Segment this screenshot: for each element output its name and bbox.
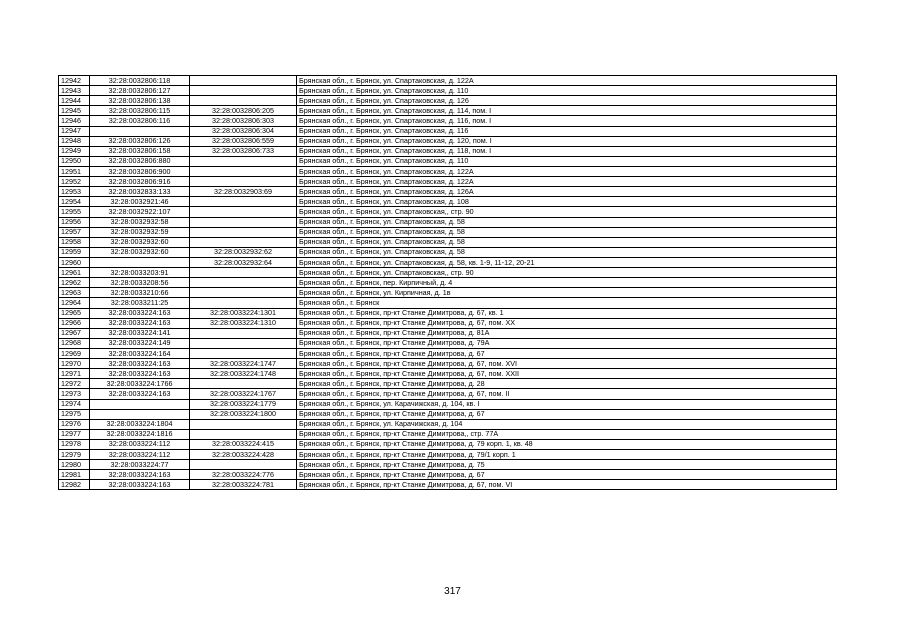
cadastral-number-cell: 32:28:0033224:163 — [90, 318, 190, 328]
cadastral-number-cell: 32:28:0032833:133 — [90, 187, 190, 197]
related-cadastral-number-cell: 32:28:0033224:781 — [190, 480, 297, 490]
related-cadastral-number-cell — [190, 278, 297, 288]
address-cell: Брянская обл., г. Брянск, пр-кт Станке Димитрова, д. 79/1 корп. 1 — [297, 450, 837, 460]
related-cadastral-number-cell: 32:28:0033224:1310 — [190, 318, 297, 328]
address-cell: Брянская обл., г. Брянск, ул. Спартаковская, д. 126А — [297, 187, 837, 197]
related-cadastral-number-cell — [190, 328, 297, 338]
cadastral-number-cell: 32:28:0032806:118 — [90, 76, 190, 86]
related-cadastral-number-cell — [190, 197, 297, 207]
cadastral-number-cell: 32:28:0032806:138 — [90, 96, 190, 106]
cadastral-number-cell: 32:28:0033211:25 — [90, 298, 190, 308]
address-cell: Брянская обл., г. Брянск, пр-кт Станке Димитрова, д. 67, кв. 1 — [297, 308, 837, 318]
row-number-cell: 12971 — [59, 369, 90, 379]
address-cell: Брянская обл., г. Брянск, ул. Спартаковская, д. 122А — [297, 166, 837, 176]
table-row — [59, 116, 837, 126]
address-cell: Брянская обл., г. Брянск, ул. Спартаковская, д. 116 — [297, 126, 837, 136]
cadastral-number-cell: 32:28:0033224:163 — [90, 389, 190, 399]
related-cadastral-number-cell — [190, 76, 297, 86]
table-row — [59, 439, 837, 449]
row-number-cell: 12975 — [59, 409, 90, 419]
table-row — [59, 156, 837, 166]
row-number-cell: 12962 — [59, 278, 90, 288]
related-cadastral-number-cell: 32:28:0032806:205 — [190, 106, 297, 116]
address-cell: Брянская обл., г. Брянск — [297, 298, 837, 308]
row-number-cell: 12980 — [59, 460, 90, 470]
table-row — [59, 126, 837, 136]
address-cell: Брянская обл., г. Брянск, ул. Карачижская, д. 104, кв. I — [297, 399, 837, 409]
row-number-cell: 12958 — [59, 237, 90, 247]
cadastral-number-cell: 32:28:0033224:163 — [90, 470, 190, 480]
address-cell: Брянская обл., г. Брянск, ул. Спартаковская, д. 58, кв. 1-9, 11-12, 20-21 — [297, 257, 837, 267]
related-cadastral-number-cell: 32:28:0033224:1747 — [190, 359, 297, 369]
related-cadastral-number-cell — [190, 379, 297, 389]
related-cadastral-number-cell — [190, 217, 297, 227]
related-cadastral-number-cell — [190, 298, 297, 308]
table-row — [59, 348, 837, 358]
table-row — [59, 480, 837, 490]
table-row — [59, 278, 837, 288]
table-row — [59, 450, 837, 460]
row-number-cell: 12961 — [59, 268, 90, 278]
related-cadastral-number-cell: 32:28:0033224:1301 — [190, 308, 297, 318]
address-cell: Брянская обл., г. Брянск, ул. Спартаковская, д. 116, пом. I — [297, 116, 837, 126]
address-cell: Брянская обл., г. Брянск, ул. Кирпичная, д. 1в — [297, 288, 837, 298]
related-cadastral-number-cell — [190, 86, 297, 96]
table-row — [59, 338, 837, 348]
table-row — [59, 389, 837, 399]
cadastral-number-cell: 32:28:0032806:127 — [90, 86, 190, 96]
related-cadastral-number-cell: 32:28:0032806:733 — [190, 146, 297, 156]
cadastral-number-cell: 32:28:0033224:163 — [90, 308, 190, 318]
row-number-cell: 12966 — [59, 318, 90, 328]
table-row — [59, 136, 837, 146]
table-row — [59, 257, 837, 267]
row-number-cell: 12945 — [59, 106, 90, 116]
row-number-cell: 12956 — [59, 217, 90, 227]
related-cadastral-number-cell: 32:28:0033224:1767 — [190, 389, 297, 399]
table-row — [59, 177, 837, 187]
related-cadastral-number-cell: 32:28:0033224:415 — [190, 439, 297, 449]
table-row — [59, 247, 837, 257]
address-cell: Брянская обл., г. Брянск, пр-кт Станке Димитрова, д. 67, пом. XXII — [297, 369, 837, 379]
row-number-cell: 12972 — [59, 379, 90, 389]
table-row — [59, 369, 837, 379]
cadastral-number-cell: 32:28:0032806:115 — [90, 106, 190, 116]
cadastral-number-cell: 32:28:0032932:58 — [90, 217, 190, 227]
related-cadastral-number-cell — [190, 207, 297, 217]
address-cell: Брянская обл., г. Брянск, ул. Спартаковская, д. 122А — [297, 76, 837, 86]
address-cell: Брянская обл., г. Брянск, пр-кт Станке Димитрова, д. 67, пом. II — [297, 389, 837, 399]
cadastral-number-cell: 32:28:0033224:77 — [90, 460, 190, 470]
table-row — [59, 399, 837, 409]
page-number: 317 — [444, 586, 461, 597]
address-cell: Брянская обл., г. Брянск, ул. Спартаковская, д. 118, пом. I — [297, 146, 837, 156]
cadastral-number-cell: 32:28:0033224:149 — [90, 338, 190, 348]
related-cadastral-number-cell: 32:28:0033224:776 — [190, 470, 297, 480]
related-cadastral-number-cell — [190, 429, 297, 439]
row-number-cell: 12955 — [59, 207, 90, 217]
address-cell: Брянская обл., г. Брянск, пр-кт Станке Димитрова, д. 67, пом. XX — [297, 318, 837, 328]
row-number-cell: 12970 — [59, 359, 90, 369]
row-number-cell: 12942 — [59, 76, 90, 86]
cadastral-number-cell: 32:28:0033224:164 — [90, 348, 190, 358]
row-number-cell: 12963 — [59, 288, 90, 298]
related-cadastral-number-cell — [190, 338, 297, 348]
related-cadastral-number-cell — [190, 268, 297, 278]
related-cadastral-number-cell: 32:28:0032806:304 — [190, 126, 297, 136]
row-number-cell: 12944 — [59, 96, 90, 106]
row-number-cell: 12969 — [59, 348, 90, 358]
cadastral-number-cell: 32:28:0033224:163 — [90, 359, 190, 369]
row-number-cell: 12952 — [59, 177, 90, 187]
table-row — [59, 409, 837, 419]
table-row — [59, 288, 837, 298]
address-cell: Брянская обл., г. Брянск, ул. Спартаковская, д. 108 — [297, 197, 837, 207]
related-cadastral-number-cell: 32:28:0033224:1748 — [190, 369, 297, 379]
related-cadastral-number-cell — [190, 96, 297, 106]
cadastral-number-cell: 32:28:0033224:1804 — [90, 419, 190, 429]
table-row — [59, 328, 837, 338]
address-cell: Брянская обл., г. Брянск, пр-кт Станке Димитрова, д. 67 — [297, 348, 837, 358]
address-cell: Брянская обл., г. Брянск, ул. Спартаковская, д. 126 — [297, 96, 837, 106]
cadastral-number-cell: 32:28:0032921:46 — [90, 197, 190, 207]
row-number-cell: 12948 — [59, 136, 90, 146]
address-cell: Брянская обл., г. Брянск, пр-кт Станке Димитрова, д. 67 — [297, 409, 837, 419]
row-number-cell: 12979 — [59, 450, 90, 460]
address-cell: Брянская обл., г. Брянск, ул. Спартаковская, д. 114, пом. I — [297, 106, 837, 116]
table-row — [59, 96, 837, 106]
row-number-cell: 12953 — [59, 187, 90, 197]
related-cadastral-number-cell — [190, 419, 297, 429]
table-row — [59, 429, 837, 439]
table-row — [59, 470, 837, 480]
address-cell: Брянская обл., г. Брянск, пр-кт Станке Димитрова, д. 75 — [297, 460, 837, 470]
cadastral-number-cell: 32:28:0032932:60 — [90, 247, 190, 257]
cadastral-number-cell: 32:28:0032806:116 — [90, 116, 190, 126]
table-row — [59, 197, 837, 207]
cadastral-number-cell: 32:28:0033224:141 — [90, 328, 190, 338]
row-number-cell: 12982 — [59, 480, 90, 490]
cadastral-number-cell — [90, 126, 190, 136]
related-cadastral-number-cell: 32:28:0032806:559 — [190, 136, 297, 146]
address-cell: Брянская обл., г. Брянск, ул. Спартаковская, д. 122А — [297, 177, 837, 187]
address-cell: Брянская обл., г. Брянск, ул. Карачижская, д. 104 — [297, 419, 837, 429]
cadastral-number-cell: 32:28:0032932:60 — [90, 237, 190, 247]
table-row — [59, 379, 837, 389]
related-cadastral-number-cell — [190, 288, 297, 298]
table-row — [59, 86, 837, 96]
row-number-cell: 12949 — [59, 146, 90, 156]
row-number-cell: 12976 — [59, 419, 90, 429]
table-row — [59, 460, 837, 470]
address-cell: Брянская обл., г. Брянск, ул. Спартаковская, д. 110 — [297, 156, 837, 166]
row-number-cell: 12981 — [59, 470, 90, 480]
table-row — [59, 227, 837, 237]
cadastral-number-cell: 32:28:0032806:900 — [90, 166, 190, 176]
related-cadastral-number-cell: 32:28:0033224:428 — [190, 450, 297, 460]
related-cadastral-number-cell: 32:28:0032932:62 — [190, 247, 297, 257]
row-number-cell: 12964 — [59, 298, 90, 308]
cadastral-number-cell: 32:28:0032806:158 — [90, 146, 190, 156]
table-row — [59, 359, 837, 369]
row-number-cell: 12959 — [59, 247, 90, 257]
related-cadastral-number-cell: 32:28:0033224:1800 — [190, 409, 297, 419]
row-number-cell: 12951 — [59, 166, 90, 176]
table-row — [59, 298, 837, 308]
address-cell: Брянская обл., г. Брянск, ул. Спартаковская, д. 120, пом. I — [297, 136, 837, 146]
related-cadastral-number-cell — [190, 156, 297, 166]
table-row — [59, 308, 837, 318]
row-number-cell: 12954 — [59, 197, 90, 207]
cadastral-number-cell: 32:28:0032932:59 — [90, 227, 190, 237]
cadastral-number-cell: 32:28:0033224:112 — [90, 439, 190, 449]
table-row — [59, 237, 837, 247]
address-cell: Брянская обл., г. Брянск, пр-кт Станке Димитрова, д. 67, пом. XVI — [297, 359, 837, 369]
row-number-cell: 12967 — [59, 328, 90, 338]
address-cell: Брянская обл., г. Брянск, пер. Кирпичный, д. 4 — [297, 278, 837, 288]
table-row — [59, 419, 837, 429]
address-cell: Брянская обл., г. Брянск, ул. Спартаковская, д. 58 — [297, 247, 837, 257]
row-number-cell: 12977 — [59, 429, 90, 439]
related-cadastral-number-cell: 32:28:0032806:303 — [190, 116, 297, 126]
cadastral-number-cell: 32:28:0033208:56 — [90, 278, 190, 288]
row-number-cell: 12950 — [59, 156, 90, 166]
table-body — [59, 76, 837, 490]
address-cell: Брянская обл., г. Брянск, ул. Спартаковская, д. 58 — [297, 237, 837, 247]
cadastral-number-cell — [90, 257, 190, 267]
row-number-cell: 12957 — [59, 227, 90, 237]
related-cadastral-number-cell: 32:28:0032903:69 — [190, 187, 297, 197]
table-row — [59, 187, 837, 197]
row-number-cell: 12968 — [59, 338, 90, 348]
address-cell: Брянская обл., г. Брянск, пр-кт Станке Димитрова, д. 79 корп. 1, кв. 48 — [297, 439, 837, 449]
cadastral-number-cell: 32:28:0033224:112 — [90, 450, 190, 460]
cadastral-number-cell: 32:28:0033210:66 — [90, 288, 190, 298]
table-row — [59, 146, 837, 156]
row-number-cell: 12978 — [59, 439, 90, 449]
related-cadastral-number-cell — [190, 166, 297, 176]
related-cadastral-number-cell — [190, 460, 297, 470]
row-number-cell: 12960 — [59, 257, 90, 267]
address-cell: Брянская обл., г. Брянск, ул. Спартаковская,, стр. 90 — [297, 207, 837, 217]
address-cell: Брянская обл., г. Брянск, ул. Спартаковская, д. 58 — [297, 227, 837, 237]
related-cadastral-number-cell: 32:28:0033224:1779 — [190, 399, 297, 409]
related-cadastral-number-cell — [190, 227, 297, 237]
table-row — [59, 76, 837, 86]
cadastral-number-cell: 32:28:0033224:163 — [90, 480, 190, 490]
row-number-cell: 12943 — [59, 86, 90, 96]
row-number-cell: 12947 — [59, 126, 90, 136]
table-row — [59, 318, 837, 328]
cadastral-number-cell: 32:28:0032922:107 — [90, 207, 190, 217]
address-cell: Брянская обл., г. Брянск, пр-кт Станке Димитрова, д. 28 — [297, 379, 837, 389]
table-row — [59, 207, 837, 217]
row-number-cell: 12974 — [59, 399, 90, 409]
address-cell: Брянская обл., г. Брянск, ул. Спартаковская, д. 58 — [297, 217, 837, 227]
row-number-cell: 12946 — [59, 116, 90, 126]
row-number-cell: 12973 — [59, 389, 90, 399]
cadastral-number-cell: 32:28:0033224:1766 — [90, 379, 190, 389]
cadastral-number-cell: 32:28:0032806:880 — [90, 156, 190, 166]
related-cadastral-number-cell — [190, 237, 297, 247]
related-cadastral-number-cell: 32:28:0032932:64 — [190, 257, 297, 267]
address-cell: Брянская обл., г. Брянск, пр-кт Станке Димитрова,, стр. 77А — [297, 429, 837, 439]
address-cell: Брянская обл., г. Брянск, пр-кт Станке Димитрова, д. 79А — [297, 338, 837, 348]
property-register-table — [58, 75, 837, 490]
related-cadastral-number-cell — [190, 177, 297, 187]
row-number-cell: 12965 — [59, 308, 90, 318]
address-cell: Брянская обл., г. Брянск, ул. Спартаковская, д. 110 — [297, 86, 837, 96]
address-cell: Брянская обл., г. Брянск, пр-кт Станке Димитрова, д. 81А — [297, 328, 837, 338]
cadastral-number-cell: 32:28:0032806:916 — [90, 177, 190, 187]
table-row — [59, 268, 837, 278]
table-row — [59, 217, 837, 227]
related-cadastral-number-cell — [190, 348, 297, 358]
table-row — [59, 166, 837, 176]
cadastral-number-cell: 32:28:0033203:91 — [90, 268, 190, 278]
address-cell: Брянская обл., г. Брянск, пр-кт Станке Димитрова, д. 67 — [297, 470, 837, 480]
table-row — [59, 106, 837, 116]
cadastral-number-cell — [90, 399, 190, 409]
address-cell: Брянская обл., г. Брянск, пр-кт Станке Димитрова, д. 67, пом. VI — [297, 480, 837, 490]
address-cell: Брянская обл., г. Брянск, ул. Спартаковская,, стр. 90 — [297, 268, 837, 278]
cadastral-number-cell: 32:28:0033224:1816 — [90, 429, 190, 439]
cadastral-number-cell: 32:28:0032806:126 — [90, 136, 190, 146]
cadastral-number-cell — [90, 409, 190, 419]
cadastral-number-cell: 32:28:0033224:163 — [90, 369, 190, 379]
